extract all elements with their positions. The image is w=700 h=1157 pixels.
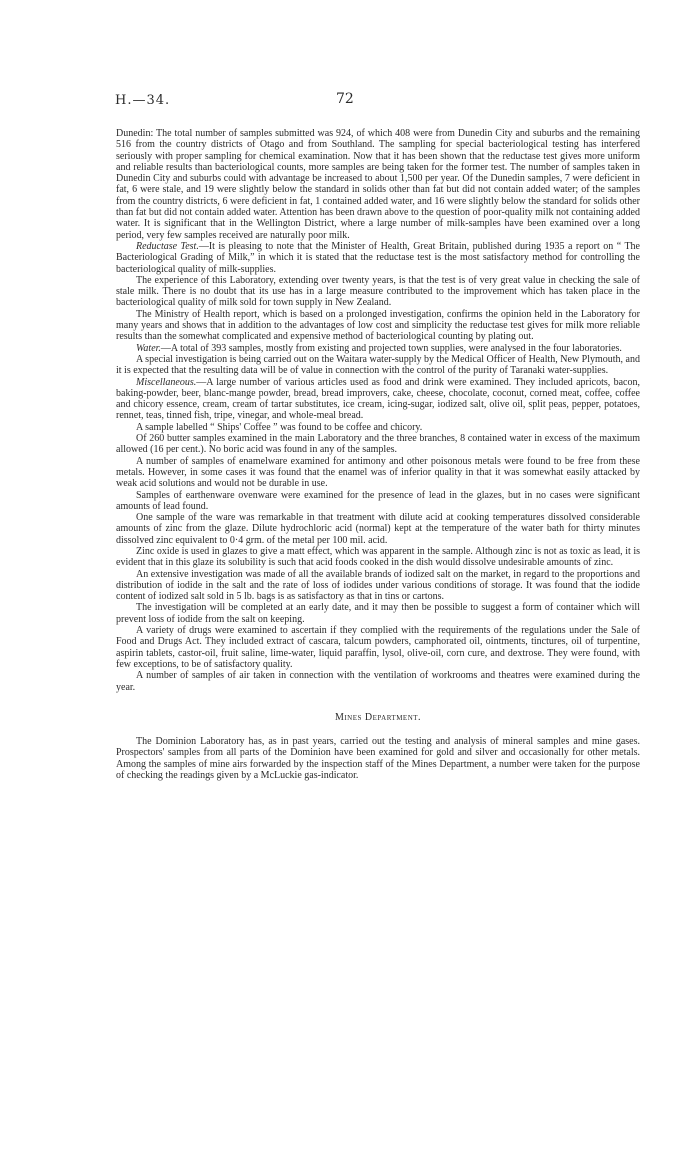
paragraph (116, 354, 640, 377)
paragraph-reductase-test (116, 241, 640, 275)
paragraph (116, 309, 640, 343)
paragraph (116, 670, 640, 693)
body-text (116, 128, 640, 781)
paragraph-text: A special investigation is being carried out on the Waitara water-supply by the Medical Officer of Health, New Plymouth, and it is expected that the resulting data will be of value in connection with the control of the purity of Taranaki water-supplies. (116, 353, 640, 377)
paragraph-text: Samples of earthenware ovenware were examined for the presence of lead in the glazes, but in no cases were significant amounts of lead found. (116, 489, 640, 512)
paragraph-text: —It is pleasing to note that the Minister of Health, Great Britain, published during 1935 a report on “ The Bacteriological Grading of Milk,” in which it is stated that the reductase test is the most satisfactory method for controlling the bacteriological quality of milk-supplies. (116, 240, 640, 275)
paragraph-text: Of 260 butter samples examined in the main Laboratory and the three branches, 8 contained water in excess of the maximum allowed (16 per cent.). No boric acid was found in any of the samples. (116, 433, 640, 456)
paragraph-text: The investigation will be completed at an early date, and it may then be possible to suggest a form of container which will prevent loss of iodide from the salt on keeping. (116, 602, 640, 625)
paragraph-text: A number of samples of enamelware examined for antimony and other poisonous metals were found to be free from these metals. However, in some cases it was found that the enamel was of inferior quality in that it was somewhat easily attacked by weak acid solutions and would not be durable in use. (116, 455, 640, 490)
page-number: 72 (336, 91, 354, 107)
paragraph-text: Dunedin: The total number of samples submitted was 924, of which 408 were from Dunedin City and suburbs and the remaining 516 from the country districts of Otago and from Southland. The sampling for special bacteriological testing has interfered seriously with proper sampling for chemical examination. Now that it has been shown that the reductase test gives more uniform and reliable results than bacteriological counts, more samples are being taken for the former test. The number of samples taken in Dunedin City and suburbs could with advantage be increased to about 1,500 per year. Of the Dunedin samples, 7 were deficient in fat, 6 were stale, and 19 were slightly below the standard in solids other than fat but did not contain added water; of the samples from the country districts, 6 were deficient in fat, 1 contained added water, and 16 were slightly below the standard for solids other than fat but did not contain added water. Attention has been drawn above to the question of poor-quality milk not containing added water. It is significant that in the Wellington District, where a large number of milk-samples have been examined over a long period, very few samples received are naturally poor milk. (116, 128, 640, 241)
paragraph (116, 456, 640, 490)
paragraph-text: Zinc oxide is used in glazes to give a matt effect, which was apparent in the sample. Although zinc is not as toxic as lead, it is evident that in this glaze its solubility is such that acid foods cooked in the dish would dissolve undesirable amounts of zinc. (116, 545, 640, 569)
paragraph-text: A number of samples of air taken in connection with the ventilation of workrooms and theatres were examined during the year. (116, 670, 640, 693)
paragraph-miscellaneous (116, 377, 640, 422)
paragraph-text: —A large number of various articles used as food and drink were examined. They included apricots, bacon, baking-powder, beer, blanc-mange powder, bread, bread improvers, cake, cheese, chocolate, coconut, corned meat, coffee, coffee and chicory essence, cream, cream of tartar substitutes, ice cream, icing-sugar, iodized salt, olive oil, split peas, pepper, potatoes, rennet, teas, tinned fish, tripe, vinegar, and whole-meal bread. (116, 376, 640, 422)
paragraph-text: The Dominion Laboratory has, as in past years, carried out the testing and analysis of mineral samples and mine gases. Prospectors' samples from all parts of the Dominion have been examined for gold and silver and occasionally for other metals. Among the samples of mine airs forwarded by the inspection staff of the Mines Department, a number were taken for the purpose of checking the readings given by a McLuckie gas-indicator. (116, 736, 640, 782)
paragraph-lead: Miscellaneous. (136, 376, 197, 388)
paragraph-text: A variety of drugs were examined to ascertain if they complied with the requirements of the regulations under the Sale of Food and Drugs Act. They included extract of cascara, talcum powders, camphorated oil, ointments, tinctures, oil of turpentine, aspirin tablets, castor-oil, fruit saline, lime-water, liquid paraffin, lysol, olive-oil, corn cure, and dextrose. They were found, with few exceptions, to be of satisfactory quality. (116, 625, 640, 670)
paragraph-dunedin (116, 128, 640, 241)
paragraph (116, 490, 640, 513)
paragraph (116, 625, 640, 670)
paragraph-text: One sample of the ware was remarkable in that treatment with dilute acid at cooking temperatures dissolved considerable amounts of zinc from the glaze. Dilute hydrochloric acid (normal) kept at the temperature of the water bath for thirty minutes dissolved zinc equivalent to 0·4 grm. of the metal per 100 mil. acid. (116, 512, 640, 546)
paragraph (116, 546, 640, 569)
paragraph (116, 422, 640, 433)
paragraph-mines (116, 736, 640, 781)
document-reference: H.—34. (115, 93, 171, 108)
paragraph-lead: Water. (136, 342, 161, 354)
paragraph-water (116, 343, 640, 354)
paragraph (116, 275, 640, 309)
paragraph (116, 512, 640, 546)
section-heading: Mines Department. (334, 711, 422, 723)
paragraph (116, 569, 640, 603)
paragraph-text: The Ministry of Health report, which is based on a prolonged investigation, confirms the opinion held in the Laboratory for many years and shows that in addition to the advantages of low cost and simplicity the reductase test gives for milk more reliable results than the somewhat complicated and expensive method of bacteriological counting by plating out. (116, 308, 640, 343)
paragraph (116, 433, 640, 456)
paragraph-text: A sample labelled “ Ships' Coffee ” was found to be coffee and chicory. (136, 421, 423, 433)
paragraph-text: —A total of 393 samples, mostly from existing and projected town supplies, were analysed in the four laboratories. (160, 342, 622, 354)
paragraph-text: The experience of this Laboratory, extending over twenty years, is that the test is of very great value in checking the sale of stale milk. There is no doubt that its use has in a large measure contributed to the improvement which has taken place in the bacteriological quality of milk sold for town supply in New Zealand. (116, 274, 640, 309)
paragraph (116, 602, 640, 625)
paragraph-lead: Reductase Test. (136, 240, 199, 252)
paragraph-text: An extensive investigation was made of all the available brands of iodized salt on the market, in regard to the proportions and distribution of iodide in the salt and the rate of loss of iodides under various conditions of storage. It was found that the iodide content of iodized salt sold in 5 lb. bags is as satisfactory as that in tins or cartons. (116, 568, 640, 603)
